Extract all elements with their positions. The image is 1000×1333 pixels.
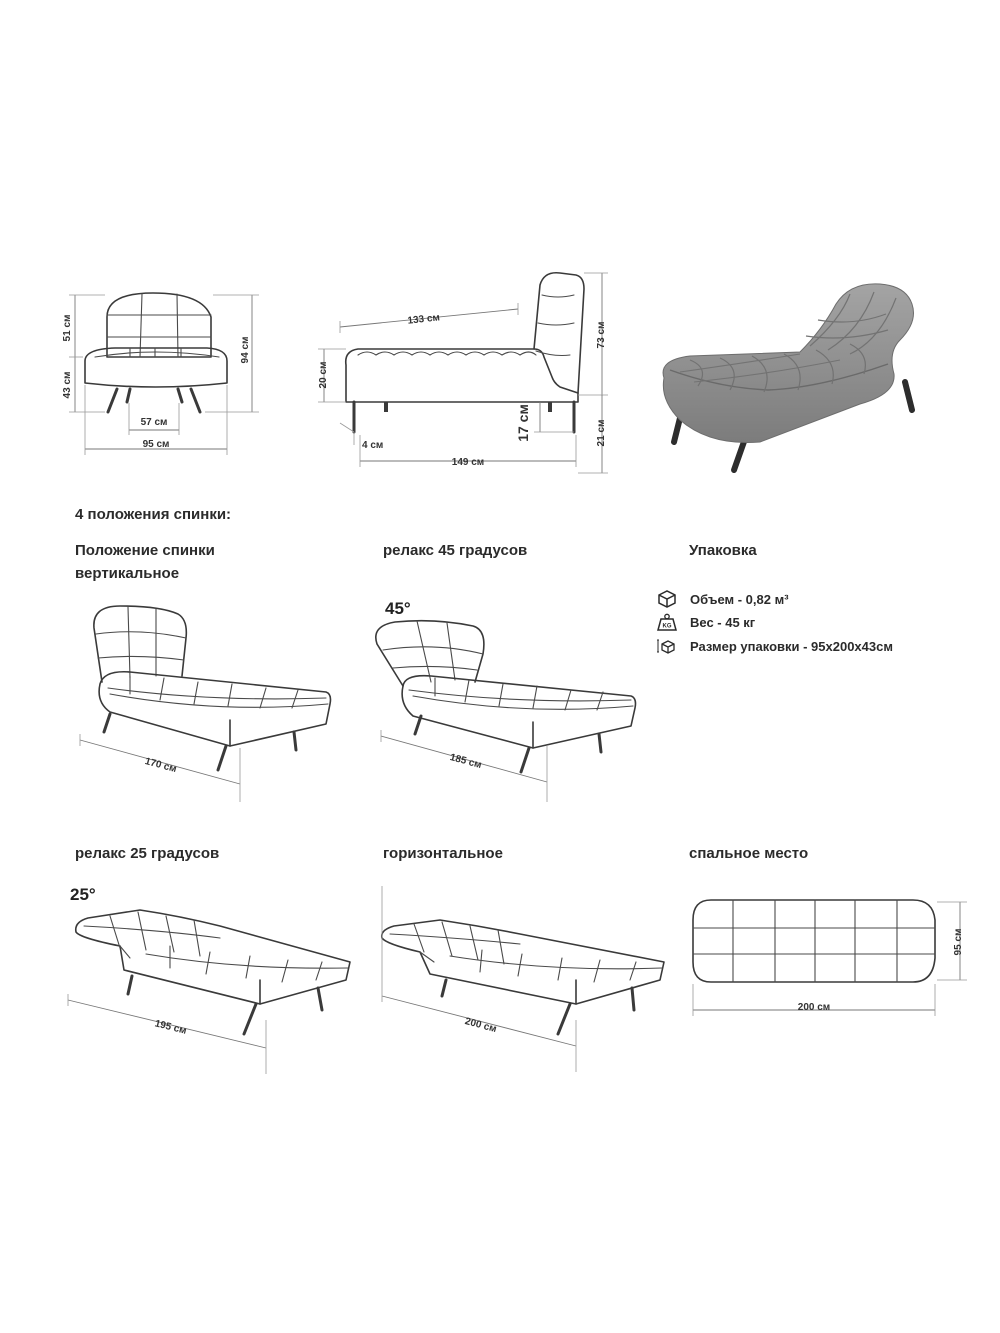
dim-total-height: 94 см bbox=[240, 336, 251, 364]
box-volume-icon bbox=[656, 590, 678, 608]
dim-leg-offset: 4 см bbox=[362, 440, 384, 451]
packaging-size-label: Размер упаковки - 95x200x43см bbox=[690, 638, 893, 654]
packaging-title: Упаковка bbox=[689, 542, 757, 559]
svg-text:KG: KG bbox=[662, 623, 672, 630]
angle-25-label: 25° bbox=[70, 885, 96, 904]
dim-sleep-width: 200 см bbox=[797, 1002, 831, 1013]
packaging-weight-label: Вес - 45 кг bbox=[690, 614, 756, 630]
dim-back-height: 51 см bbox=[62, 314, 73, 342]
angle-45-label: 45° bbox=[385, 599, 411, 618]
sleeping-place-title: спальное место bbox=[689, 845, 809, 862]
packaging-weight-row bbox=[656, 613, 755, 631]
dim-seat-depth: 133 см bbox=[407, 312, 441, 327]
relax45-position-drawing bbox=[365, 596, 645, 810]
dim-vertical-length: 170 см bbox=[143, 756, 178, 776]
dim-side-length: 149 см bbox=[451, 457, 485, 468]
dim-seat-thickness: 20 см bbox=[318, 361, 329, 389]
relax25-position-drawing bbox=[60, 880, 360, 1080]
dim-sleep-depth: 95 см bbox=[953, 928, 964, 956]
packaging-volume-row bbox=[656, 590, 789, 608]
dim-back-rise: 73 см bbox=[596, 321, 607, 349]
position-relax45-title: релакс 45 градусов bbox=[383, 542, 528, 559]
position-relax25-title: релакс 25 градусов bbox=[75, 845, 220, 862]
position-vertical-line1: Положение спинки bbox=[75, 542, 215, 559]
dim-leg-span: 57 см bbox=[140, 417, 168, 428]
sleeping-place-drawing bbox=[685, 890, 985, 1030]
dim-horizontal-length: 200 см bbox=[463, 1016, 498, 1036]
position-horizontal-title: горизонтальное bbox=[383, 845, 503, 862]
weight-kg-icon bbox=[656, 613, 678, 631]
package-size-icon bbox=[656, 637, 678, 655]
front-view-drawing bbox=[55, 285, 270, 460]
dim-front-width: 95 см bbox=[142, 439, 170, 450]
vertical-position-drawing bbox=[70, 598, 340, 808]
dim-seat-height: 43 см bbox=[62, 371, 73, 399]
packaging-size-row bbox=[656, 637, 893, 655]
positions-title: 4 положения спинки: bbox=[75, 506, 232, 523]
position-vertical-line2: вертикальное bbox=[75, 565, 180, 582]
side-view-drawing bbox=[312, 265, 622, 475]
dim-floor-gap: 21 см bbox=[596, 419, 607, 447]
dim-relax45-length: 185 см bbox=[448, 752, 483, 772]
sofa-3d-render bbox=[650, 270, 950, 480]
horizontal-position-drawing bbox=[370, 880, 670, 1080]
dim-relax25-length: 195 см bbox=[153, 1018, 188, 1037]
dim-leg-height: 17 см bbox=[515, 404, 531, 442]
position-vertical-title bbox=[75, 539, 215, 585]
packaging-volume-label: Объем - 0,82 м³ bbox=[690, 591, 789, 607]
